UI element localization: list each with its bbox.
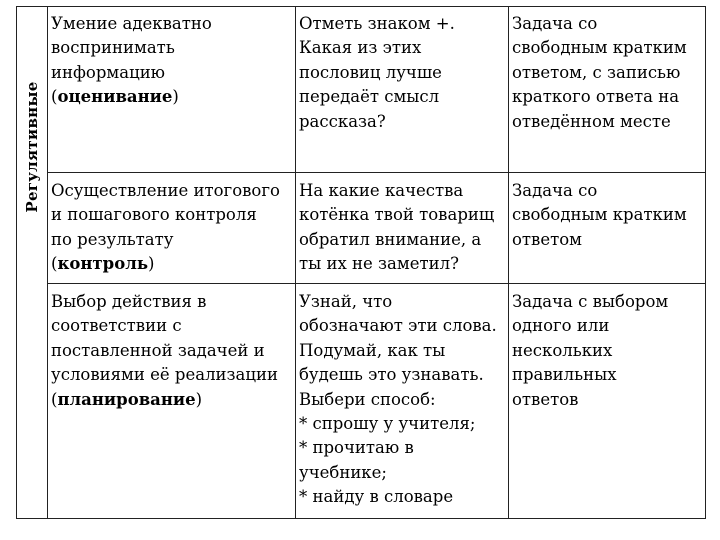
text-line: рассказа? <box>299 111 386 131</box>
text-line: Задача со <box>512 14 598 33</box>
skill-term: планирование <box>57 389 196 409</box>
text-line: ответом, с записью <box>512 62 681 82</box>
text-line: правильных <box>512 365 617 385</box>
skill-cell <box>48 7 296 172</box>
task-type-cell <box>509 284 705 519</box>
text-line: свободным кратким <box>512 38 687 58</box>
text-line: * прочитаю в <box>299 438 414 458</box>
text-line: Осуществление итогового <box>51 181 280 200</box>
text-line: пословиц лучше <box>299 62 442 82</box>
text-line: На какие качества <box>299 181 464 200</box>
text-line: * спрошу у учителя; <box>299 414 476 434</box>
text-line: учебнике; <box>299 462 387 482</box>
text-line: по результату <box>51 229 174 249</box>
skill-term-line: (контроль) <box>51 254 155 274</box>
table-row <box>48 283 705 519</box>
text-line: ответом <box>512 229 583 249</box>
text-line: Какая из этих <box>299 38 422 58</box>
text-line: информацию <box>51 62 166 82</box>
table-row <box>48 7 705 172</box>
text-line: Умение адекватно <box>51 14 212 33</box>
task-cell <box>296 7 509 172</box>
task-type-cell <box>509 7 705 172</box>
text-line: котёнка твой товарищ <box>299 205 495 225</box>
skill-cell <box>48 284 296 519</box>
text-line: * найду в словаре <box>299 487 454 507</box>
table-row <box>48 172 705 283</box>
text-line: отведённом месте <box>512 111 671 131</box>
text-line: передаёт смысл <box>299 87 440 107</box>
skill-term: контроль <box>57 254 149 274</box>
text-line: краткого ответа на <box>512 87 680 107</box>
text-line: будешь это узнавать. <box>299 365 484 385</box>
text-line: поставленной задачей и <box>51 340 265 360</box>
text-line: Выбор действия в <box>51 292 207 311</box>
text-line: ты их не заметил? <box>299 254 459 274</box>
text-line: Отметь знаком +. <box>299 14 455 33</box>
text-line: и пошагового контроля <box>51 205 257 225</box>
text-line: Узнай, что <box>299 292 393 311</box>
skill-term-line: (оценивание) <box>51 87 179 107</box>
task-type-cell <box>509 173 705 283</box>
skill-term-line: (планирование) <box>51 389 203 409</box>
skills-table <box>16 6 706 519</box>
task-cell <box>296 173 509 283</box>
text-line: соответствии с <box>51 316 182 336</box>
text-line: Задача с выбором <box>512 292 669 311</box>
text-line: обратил внимание, а <box>299 229 482 249</box>
text-line: воспринимать <box>51 38 175 58</box>
task-cell <box>296 284 509 519</box>
skill-cell <box>48 173 296 283</box>
text-line: ответов <box>512 389 579 409</box>
category-column <box>17 7 48 518</box>
text-line: Подумай, как ты <box>299 340 446 360</box>
text-line: условиями её реализации <box>51 365 278 385</box>
text-line: обозначают эти слова. <box>299 316 497 336</box>
text-line: свободным кратким <box>512 205 687 225</box>
text-line: Задача со <box>512 181 598 200</box>
text-line: Выбери способ: <box>299 389 436 409</box>
text-line: одного или <box>512 316 610 336</box>
skill-term: оценивание <box>57 87 173 107</box>
text-line: нескольких <box>512 340 613 360</box>
category-label: Регулятивные <box>23 81 41 213</box>
